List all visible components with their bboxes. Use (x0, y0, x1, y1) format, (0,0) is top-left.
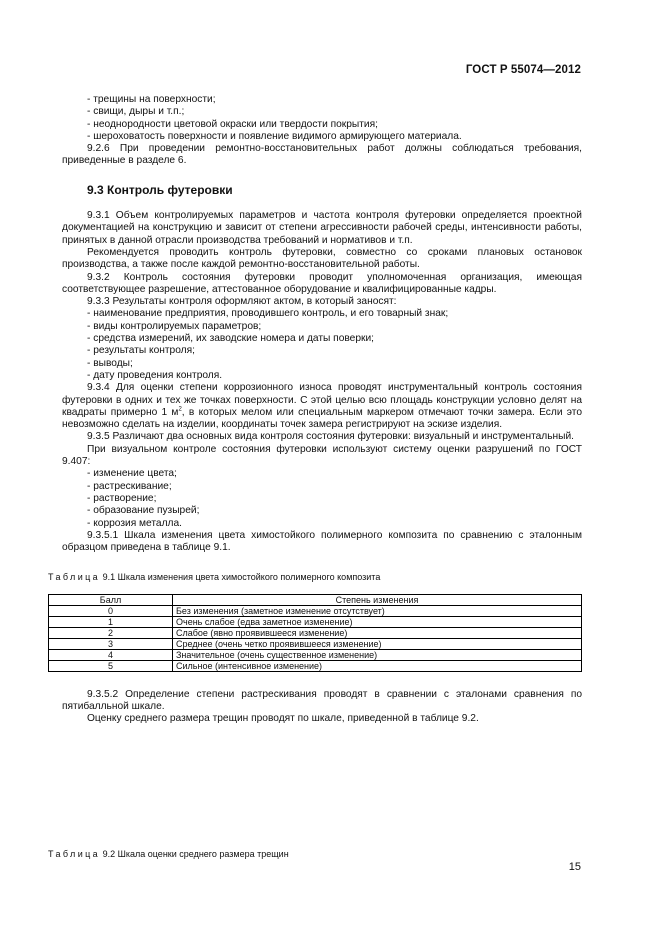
section-title: 9.3 Контроль футеровки (87, 182, 233, 197)
list-item: - образование пузырей; (87, 505, 200, 517)
table-title: 9.1 Шкала изменения цвета химостойкого полимерного композита (100, 572, 381, 583)
page-number: 15 (568, 861, 581, 873)
document-code: ГОСТ Р 55074—2012 (465, 64, 581, 76)
paragraph-9-3-5-2: 9.3.5.2 Определение степени растрескивания проводят в сравнении с эталонами сравнения по пятибалльной шкале. (62, 688, 582, 712)
degree-cell: Без изменения (заметное изменение отсутствует) (173, 605, 582, 616)
paragraph-9-3-1: 9.3.1 Объем контролируемых параметров и частота контроля футеровки определяется проектной документацией на конструкцию и зависит от степени агрессивности рабочей среды, интенсивности работы, принятых в данной отрасли производства требований и нормативов и т.п. (62, 210, 582, 246)
score-cell: 5 (49, 660, 173, 671)
table-row (49, 660, 582, 671)
superscript: 2 (178, 406, 182, 413)
list-item: - свищи, дыры и т.п.; (87, 106, 185, 118)
paragraph-9-2-6: 9.2.6 При проведении ремонтно-восстановительных работ должны соблюдаться требования, приведенные в разделе 6. (62, 143, 582, 167)
list-item: - выводы; (87, 357, 133, 369)
degree-cell: Сильное (интенсивное изменение) (173, 660, 582, 671)
degree-cell: Слабое (явно проявившееся изменение) (173, 627, 582, 638)
list-item: - неоднородности цветовой окраски или твердости покрытия; (87, 118, 378, 130)
table-row (49, 605, 582, 616)
list-item: - коррозия металла. (87, 517, 182, 529)
table-9-1-caption (48, 571, 582, 583)
table-row (49, 649, 582, 660)
list-item: - изменение цвета; (87, 468, 177, 480)
header-degree: Степень изменения (173, 594, 582, 605)
color-change-table (48, 594, 582, 672)
list-item: - наименование предприятия, проводившего контроль, и его товарный знак; (87, 308, 449, 320)
table-row (49, 638, 582, 649)
list-item: - растрескивание; (87, 480, 172, 492)
paragraph-9-3-4-start: 9.3.4 Для оценки степени коррозионного износа проводят инструментальный контроль состояния футеровки в одних и тех же точках поверхности. С этой целью всю площадь конструкции условно делят на квадраты примерно 1 м (62, 382, 582, 418)
paragraph-9-3-5-2-cracks: Оценку среднего размера трещин проводят по шкале, приведенной в таблице 9.2. (87, 713, 479, 725)
score-cell: 2 (49, 627, 173, 638)
paragraph-9-3-3: 9.3.3 Результаты контроля оформляют актом, в который заносят: (87, 296, 397, 308)
table-header-row (49, 594, 582, 605)
list-item: - виды контролируемых параметров; (87, 320, 262, 332)
degree-cell: Среднее (очень четко проявившееся изменение) (173, 638, 582, 649)
table-row (49, 616, 582, 627)
table-word: Таблица (48, 849, 101, 859)
header-score: Балл (49, 594, 173, 605)
table-word: Таблица (48, 572, 101, 583)
paragraph-9-3-5: 9.3.5 Различают два основных вида контроля состояния футеровки: визуальный и инструментальный. (87, 431, 575, 443)
degree-cell: Очень слабое (едва заметное изменение) (173, 616, 582, 627)
table-row (49, 627, 582, 638)
table-9-2-caption (48, 849, 289, 859)
paragraph-9-3-2: 9.3.2 Контроль состояния футеровки проводит уполномоченная организация, имеющая соответствующее разрешение, аттестованное оборудование и квалифицированные кадры. (62, 271, 582, 295)
paragraph-9-3-4-end: , в которых мелом или специальным маркером отмечают точки замера. Если это невозможно сделать на изделии, координаты точек замера регистрируют на эскизе изделия. (62, 406, 583, 431)
page-body (48, 94, 583, 726)
table-title: 9.2 Шкала оценки среднего размера трещин (100, 849, 289, 859)
list-item: - трещины на поверхности; (87, 94, 216, 105)
list-item: - средства измерений, их заводские номера и даты поверки; (87, 333, 374, 345)
score-cell: 3 (49, 638, 173, 649)
score-cell: 4 (49, 649, 173, 660)
paragraph-9-3-5-visual: При визуальном контроле состояния футеровки используют систему оценки разрушений по ГОСТ 9.407: (62, 443, 582, 468)
list-item: - шероховатость поверхности и появление видимого армирующего материала. (87, 130, 462, 142)
degree-cell: Значительное (очень существенное изменение) (173, 649, 582, 660)
paragraph-9-3-1-recommendation: Рекомендуется проводить контроль футеровки, совместно со сроками плановых остановок производства, а также после каждой ремонтно-восстановительной работы. (62, 246, 582, 271)
paragraph-9-3-5-1: 9.3.5.1 Шкала изменения цвета химостойкого полимерного композита по сравнению с эталонным образцом приведена в таблице 9.1. (62, 529, 582, 554)
list-item: - результаты контроля; (87, 345, 195, 357)
score-cell: 1 (49, 616, 173, 627)
list-item: - дату проведения контроля. (87, 369, 223, 381)
score-cell: 0 (49, 605, 173, 616)
paragraph-9-3-4 (62, 382, 582, 431)
list-item: - растворение; (87, 492, 157, 504)
